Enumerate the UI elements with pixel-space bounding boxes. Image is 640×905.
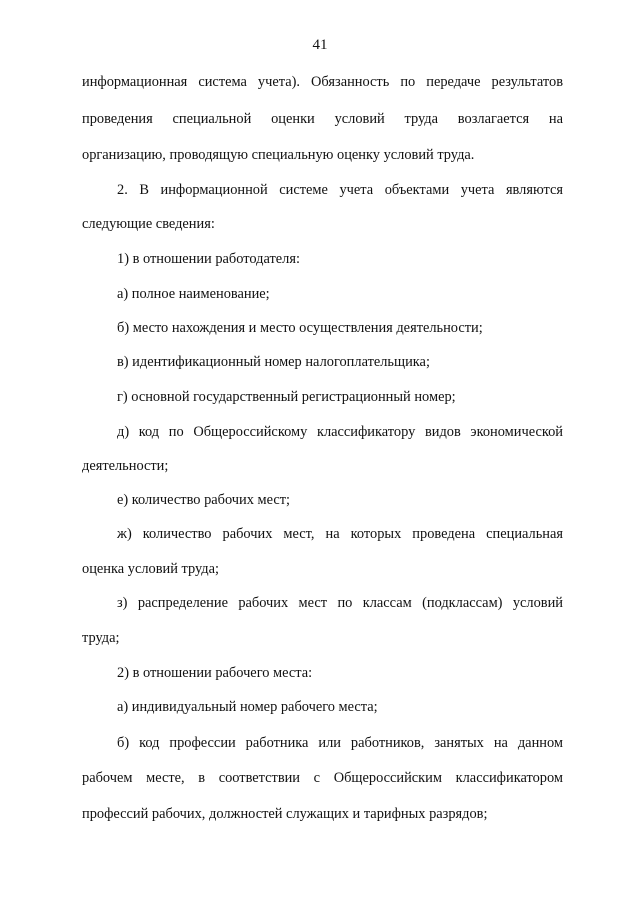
text-line: г) основной государственный регистрационный номер;: [117, 389, 456, 405]
text-line: б) место нахождения и место осуществления деятельности;: [117, 320, 483, 336]
text-line: е) количество рабочих мест;: [117, 492, 291, 508]
text-line: рабочем месте, в соответствии с Общероссийским классификатором: [82, 770, 563, 786]
text-line: информационная система учета). Обязанность по передаче результатов: [82, 74, 563, 90]
text-line: а) индивидуальный номер рабочего места;: [117, 699, 378, 715]
text-line: д) код по Общероссийскому классификатору видов экономической: [117, 424, 563, 440]
text-line: ж) количество рабочих мест, на которых проведена специальная: [117, 526, 563, 542]
text-line: организацию, проводящую специальную оценку условий труда.: [82, 147, 475, 163]
text-line: з) распределение рабочих мест по классам (подклассам) условий: [117, 595, 563, 611]
text-line: б) код профессии работника или работников, занятых на данном: [117, 735, 563, 751]
text-line: профессий рабочих, должностей служащих и тарифных разрядов;: [82, 806, 488, 822]
text-line: деятельности;: [82, 458, 169, 474]
text-line: следующие сведения:: [82, 216, 215, 232]
text-line: проведения специальной оценки условий труда возлагается на: [82, 111, 563, 127]
text-line: а) полное наименование;: [117, 286, 270, 302]
text-line: труда;: [82, 630, 120, 646]
text-line: 2. В информационной системе учета объектами учета являются: [117, 182, 563, 198]
text-line: 1) в отношении работодателя:: [117, 251, 300, 267]
text-line: оценка условий труда;: [82, 561, 219, 577]
text-line: в) идентификационный номер налогоплательщика;: [117, 354, 430, 370]
text-line: 2) в отношении рабочего места:: [117, 665, 313, 681]
page-number: 41: [312, 37, 328, 53]
